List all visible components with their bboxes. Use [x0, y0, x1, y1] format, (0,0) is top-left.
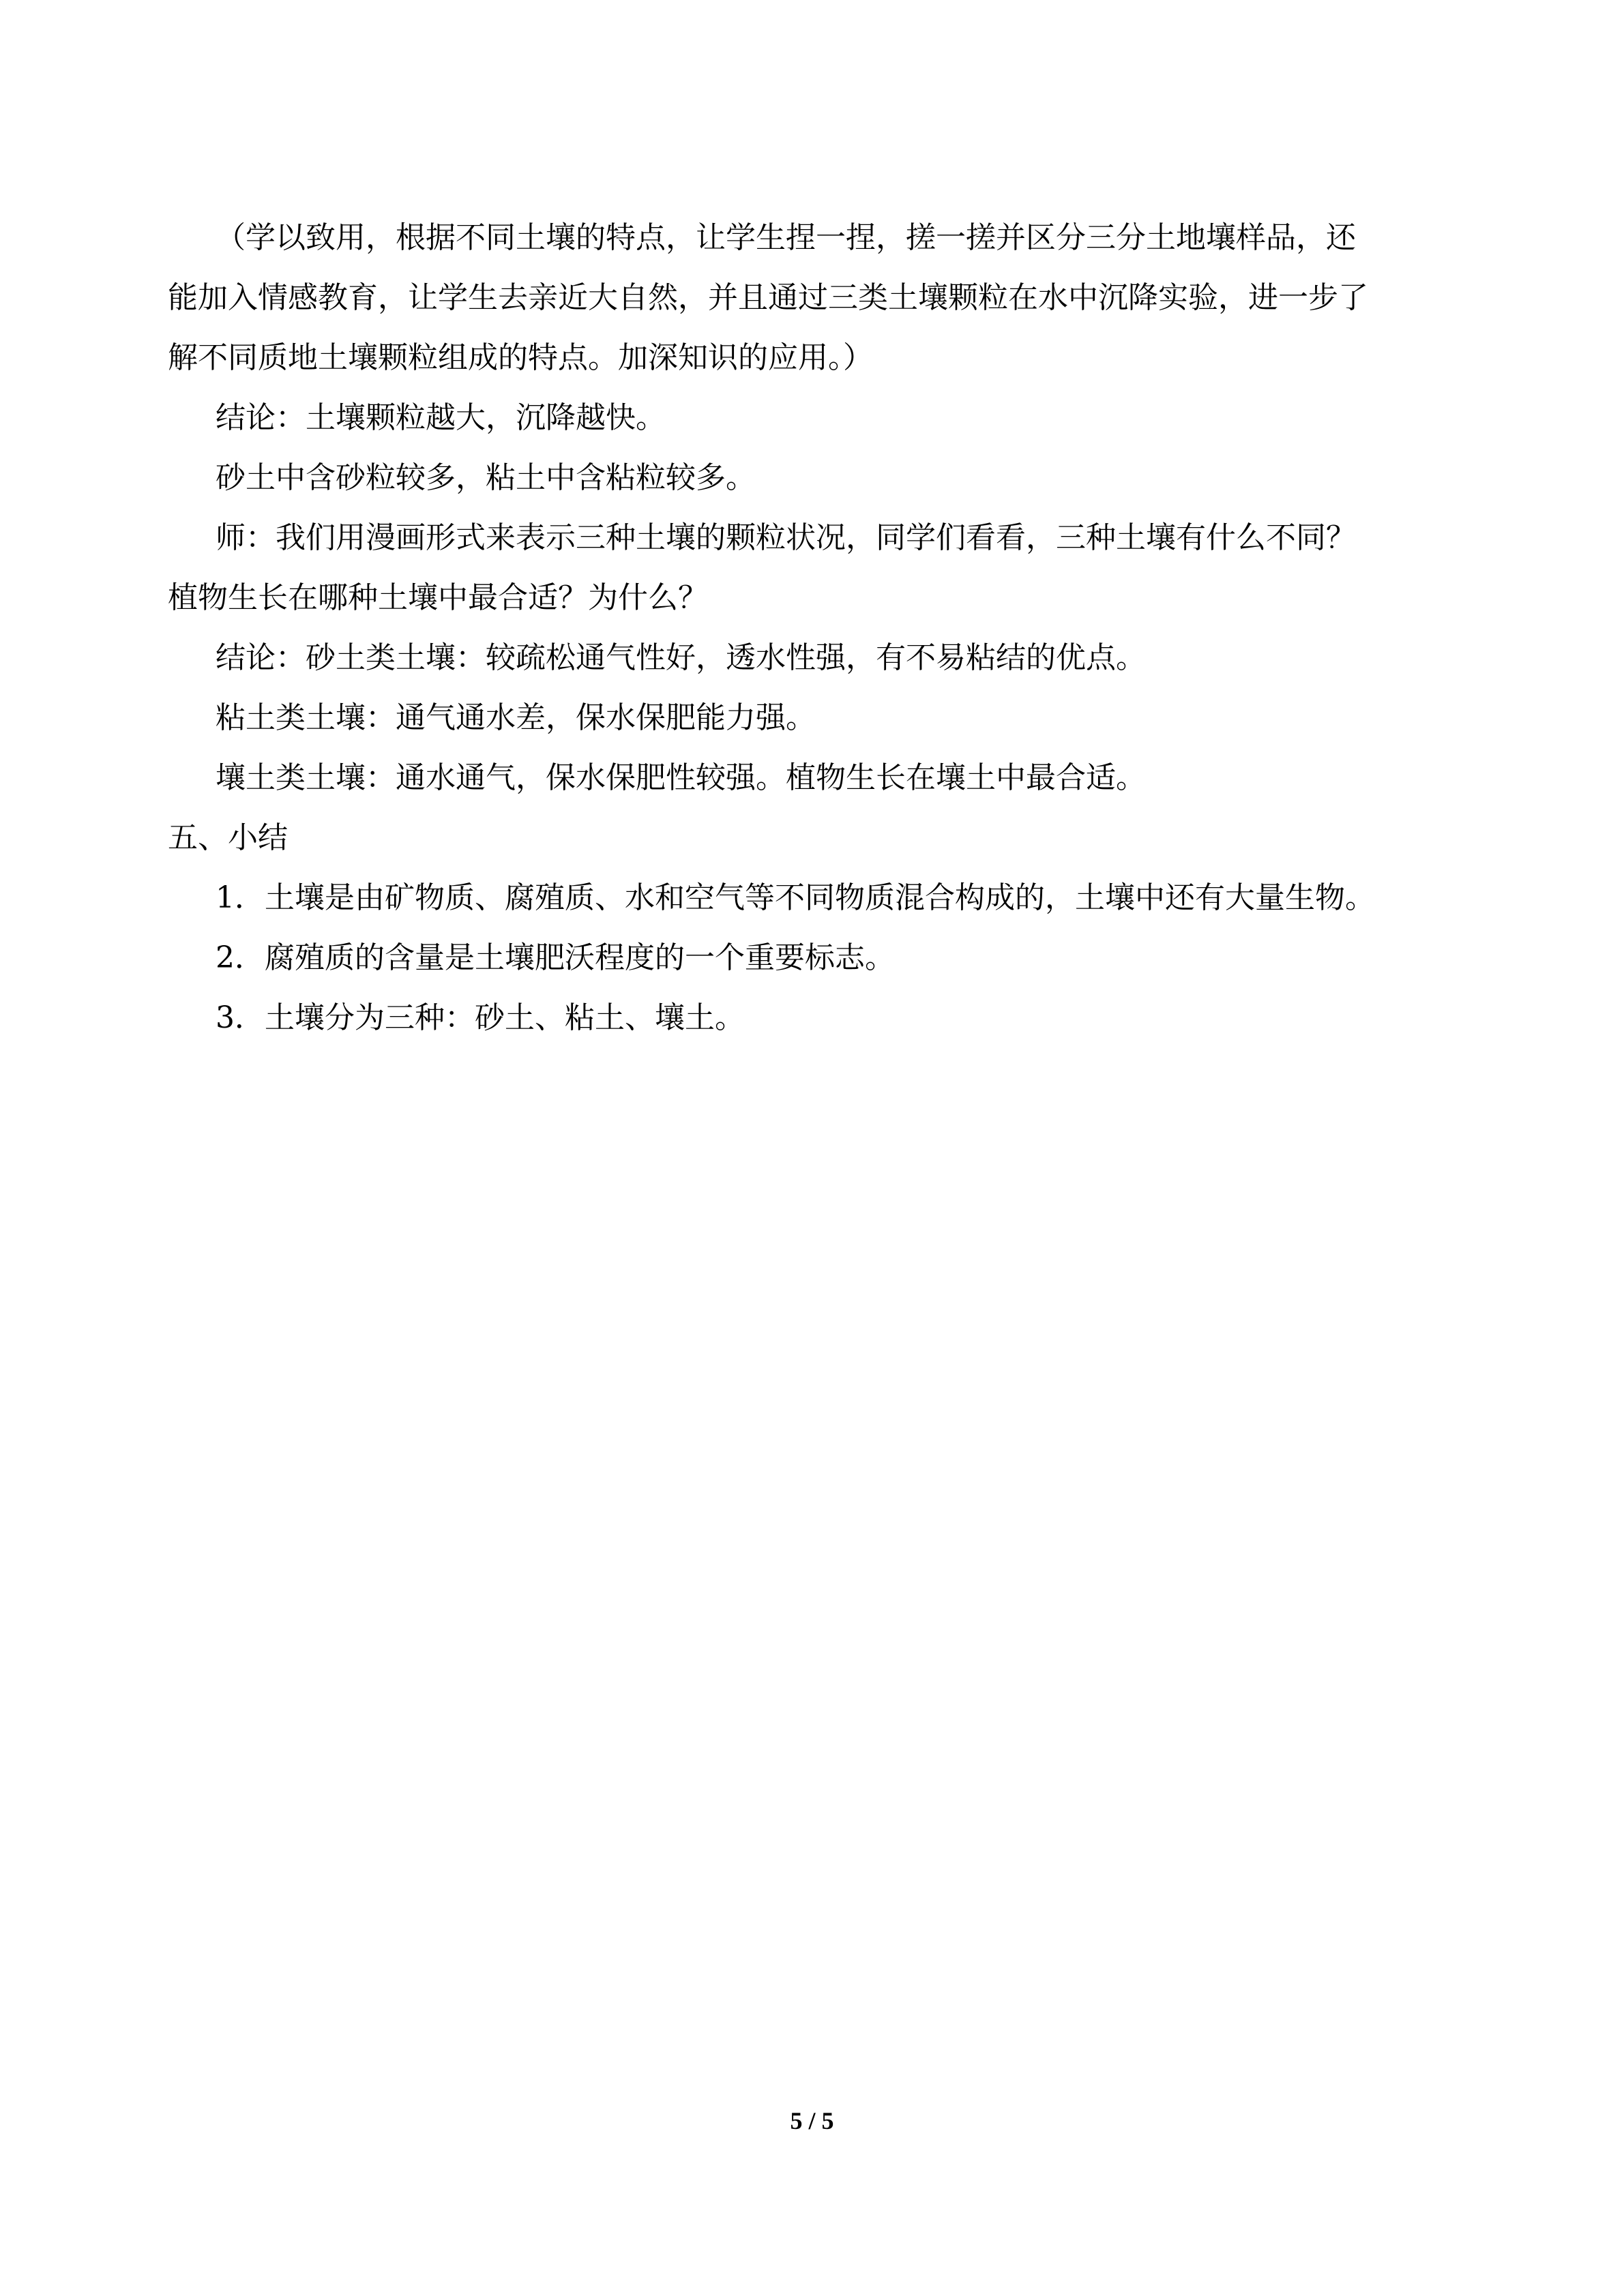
list-item: 3．土壤分为三种：砂土、粘土、壤土。 — [216, 1000, 745, 1035]
paragraph-line: 结论：土壤颗粒越大，沉降越快。 — [216, 400, 666, 435]
section-heading: 五、小结 — [168, 820, 288, 855]
paragraph-line: （学以致用，根据不同土壤的特点，让学生捏一捏，搓一搓并区分三分土地壤样品，还 — [216, 220, 1356, 255]
paragraph-line: 能加入情感教育，让学生去亲近大自然，并且通过三类土壤颗粒在水中沉降实验，进一步了 — [168, 280, 1368, 315]
paragraph-line: 砂土中含砂粒较多，粘土中含粘粒较多。 — [216, 460, 756, 495]
paragraph-line: 解不同质地土壤颗粒组成的特点。加深知识的应用。） — [168, 340, 873, 375]
page-number: 5 / 5 — [790, 2107, 834, 2134]
document-body — [168, 208, 1464, 1048]
list-item: 1．土壤是由矿物质、腐殖质、水和空气等不同物质混合构成的，土壤中还有大量生物。 — [216, 880, 1375, 915]
paragraph-line: 结论：砂土类土壤：较疏松通气性好，透水性强，有不易粘结的优点。 — [216, 640, 1146, 675]
list-item: 2．腐殖质的含量是土壤肥沃程度的一个重要标志。 — [216, 940, 895, 975]
paragraph-line: 师：我们用漫画形式来表示三种土壤的颗粒状况，同学们看看，三种土壤有什么不同？ — [216, 520, 1356, 555]
paragraph-line: 粘土类土壤：通气通水差，保水保肥能力强。 — [216, 700, 816, 735]
paragraph-line: 植物生长在哪种土壤中最合适？为什么？ — [168, 580, 708, 615]
paragraph-line: 壤土类土壤：通水通气，保水保肥性较强。植物生长在壤土中最合适。 — [216, 760, 1146, 795]
